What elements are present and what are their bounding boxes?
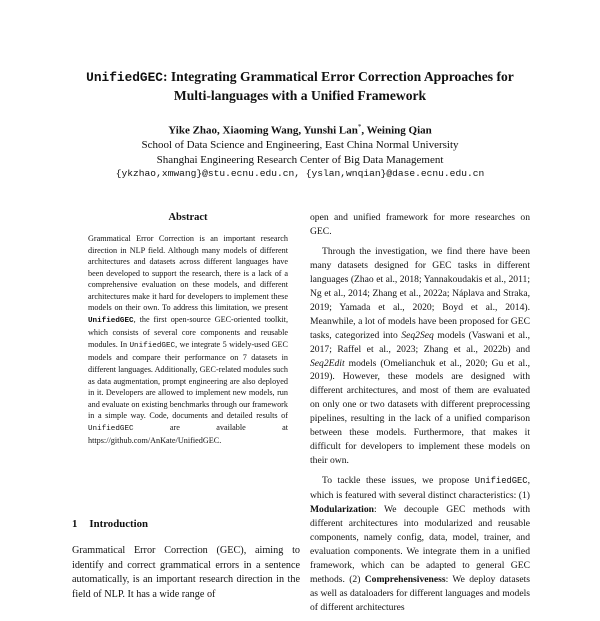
abstract-toolkit: UnifiedGEC <box>129 341 176 350</box>
introduction-text: Grammatical Error Correction (GEC), aiming to identify and correct grammatical errors in a sentence automatically, is an important research direction in the field of NLP. It has a wide range of <box>72 545 300 600</box>
abstract-section <box>88 212 288 447</box>
right-paragraph-2 <box>310 474 530 615</box>
right-p1-part-c: models (Omelianchuk et al., 2020; Gu et al., 2019). However, these models are designed with different architectures, and most of them are evaluated on only one or two datasets with different preprocessing pipelines, resulting in the lack of a unified comparison between these models. Furthermore, that makes it difficult for developers to implement these models on their own. <box>310 357 530 467</box>
right-p2-part-d: : We deploy datasets as well as dataloaders for different languages and models of different architectures <box>310 573 530 613</box>
author-emails: {ykzhao,xmwang}@stu.ecnu.edu.cn, {yslan,wnqian}@dase.ecnu.edu.cn <box>115 168 485 180</box>
right-paragraph-0: open and unified framework for more researches on GEC. <box>310 212 530 237</box>
abstract-text <box>88 233 288 447</box>
comprehensiveness-term: Comprehensiveness <box>364 573 446 585</box>
abstract-part-3: , we integrate 5 widely-used GEC models and compare their performance on 7 datasets in different languages. Additionally, GEC-related modules such as data augmentation, prompt engineering are also deployed in it. Developers are allowed to implement new models, run and evaluate on existing benchmarks through our framework in a simple way. Code, documents and detailed results of <box>88 339 288 421</box>
abstract-heading: Abstract <box>168 212 208 223</box>
title-toolkit-name: UnifiedGEC <box>86 70 163 85</box>
title-line-2: Multi-languages with a Unified Framework <box>173 88 427 103</box>
seq2edit-term: Seq2Edit <box>310 357 345 369</box>
affiliation-2: Shanghai Engineering Research Center of Big Data Management <box>156 153 444 166</box>
corresponding-author-mark: * <box>357 123 362 131</box>
abstract-part-4: are available at https://github.com/AnKate/UnifiedGEC. <box>88 422 288 446</box>
section-number: 1 <box>72 518 78 530</box>
modularization-term: Modularization <box>310 504 374 516</box>
right-toolkit-name: UnifiedGEC <box>474 476 528 487</box>
right-paragraph-1 <box>310 245 530 468</box>
author-block <box>40 120 560 182</box>
section-title: Introduction <box>89 518 149 530</box>
right-p1-part-b: models (Vaswani et al., 2017; Raffel et al., 2023; Zhang et al., 2022b) and <box>310 329 530 355</box>
title-text: : Integrating Grammatical Error Correction Approaches for <box>162 69 514 84</box>
abstract-toolkit-2: UnifiedGEC <box>88 424 134 433</box>
abstract-part-2: , the first open-source GEC-oriented toolkit, which consists of several core components and reusable modules. In <box>88 314 288 349</box>
author-list: Yike Zhao, Xiaoming Wang, Yunshi Lan <box>168 124 358 137</box>
right-column <box>310 211 530 621</box>
right-p2-part-b: , which is featured with several distinct characteristics: (1) <box>310 475 530 502</box>
seq2seq-term: Seq2Seq <box>401 329 434 341</box>
author-names <box>40 120 560 138</box>
introduction-heading <box>72 518 302 530</box>
right-p1-part-a: Through the investigation, we find there have been many datasets designed for GEC tasks in different languages (Zhao et al., 2018; Yannakoudakis et al., 2011; Ng et al., 2014; Zhang et al., 2022a; Náplava and Straka, 2019; Yamada et al., 2020; Boyd et al., 2014). Meanwhile, a lot of models have been proposed for GEC tasks, categorized into <box>310 245 530 341</box>
author-last: , Weining Qian <box>361 124 432 137</box>
abstract-part-1: Grammatical Error Correction is an important research direction in NLP field. Although many models of different architectures and datasets across different languages have been developed to support the research, there is a lack of a comprehensive evaluation on these models, and different architectures make it hard for developers to implement these models on their own. To address this limitation, we present <box>88 234 288 313</box>
right-p2-part-a: To tackle these issues, we propose <box>322 475 475 487</box>
affiliation-1: School of Data Science and Engineering, East China Normal University <box>141 139 459 152</box>
paper-title <box>40 68 560 105</box>
right-p2-part-c: : We decouple GEC methods with different architectures into modularized and reusable components, namely config, data, model, trainer, and evaluation components. We integrate them in a unified framework, which can be adapted to general GEC methods. (2) <box>310 504 530 585</box>
abstract-toolkit-bold: UnifiedGEC <box>88 316 134 325</box>
